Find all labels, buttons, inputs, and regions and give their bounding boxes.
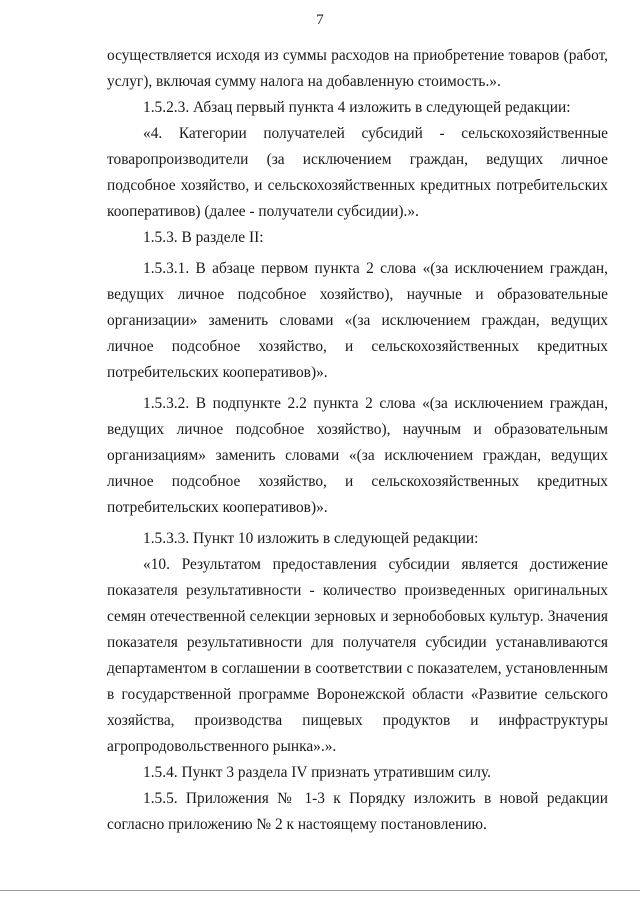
paragraph-1-5-3-1: 1.5.3.1. В абзаце первом пункта 2 слова «(за исключением граждан, ведущих личное подсобное хозяйство), научные и образовательные организации» заменить словами «(за исключением граждан, ведущих личное подсобное хозяйство, и сельскохозяйственных кредитных потребительских кооперативов)». <box>107 260 608 381</box>
paragraph-1-5-3-3: 1.5.3.3. Пункт 10 изложить в следующей редакции: <box>143 530 479 547</box>
paragraph-1-5-2-3: 1.5.2.3. Абзац первый пункта 4 изложить в следующей редакции: <box>143 99 571 116</box>
document-body <box>107 43 608 838</box>
paragraph-1-5-3: 1.5.3. В разделе II: <box>143 229 264 246</box>
paragraph-1-5-5: 1.5.5. Приложения № 1-3 к Порядку изложить в новой редакции согласно приложению № 2 к настоящему постановлению. <box>107 790 608 833</box>
bottom-rule <box>0 890 640 891</box>
paragraph-1-5-3-2: 1.5.3.2. В подпункте 2.2 пункта 2 слова «(за исключением граждан, ведущих личное подсобное хозяйство), научным и образовательным организациям» заменить словами «(за исключением граждан, ведущих личное подсобное хозяйство, и сельскохозяйственных кредитных потребительских кооперативов)». <box>107 395 608 516</box>
paragraph-quote-4: «4. Категории получателей субсидий - сельскохозяйственные товаропроизводители (за исключением граждан, ведущих личное подсобное хозяйство, и сельскохозяйственных кредитных потребительских кооперативов) (далее - получатели субсидии).». <box>107 125 608 220</box>
paragraph-continuation: осуществляется исходя из суммы расходов на приобретение товаров (работ, услуг), включая сумму налога на добавленную стоимость.». <box>107 47 608 90</box>
paragraph-quote-10: «10. Результатом предоставления субсидии является достижение показателя результативности - количество произведенных оригинальных семян отечественной селекции зерновых и зернобобовых культур. Значения показателя результативности для получателя субсидии устанавливаются департаментом в соглашении в соответствии с показателем, установленным в государственной программе Воронежской области «Развитие сельского хозяйства, производства пищевых продуктов и инфраструктуры агропродовольственного рынка».». <box>107 556 608 755</box>
paragraph-1-5-4: 1.5.4. Пункт 3 раздела IV признать утратившим силу. <box>143 764 491 781</box>
page-number: 7 <box>316 12 324 28</box>
